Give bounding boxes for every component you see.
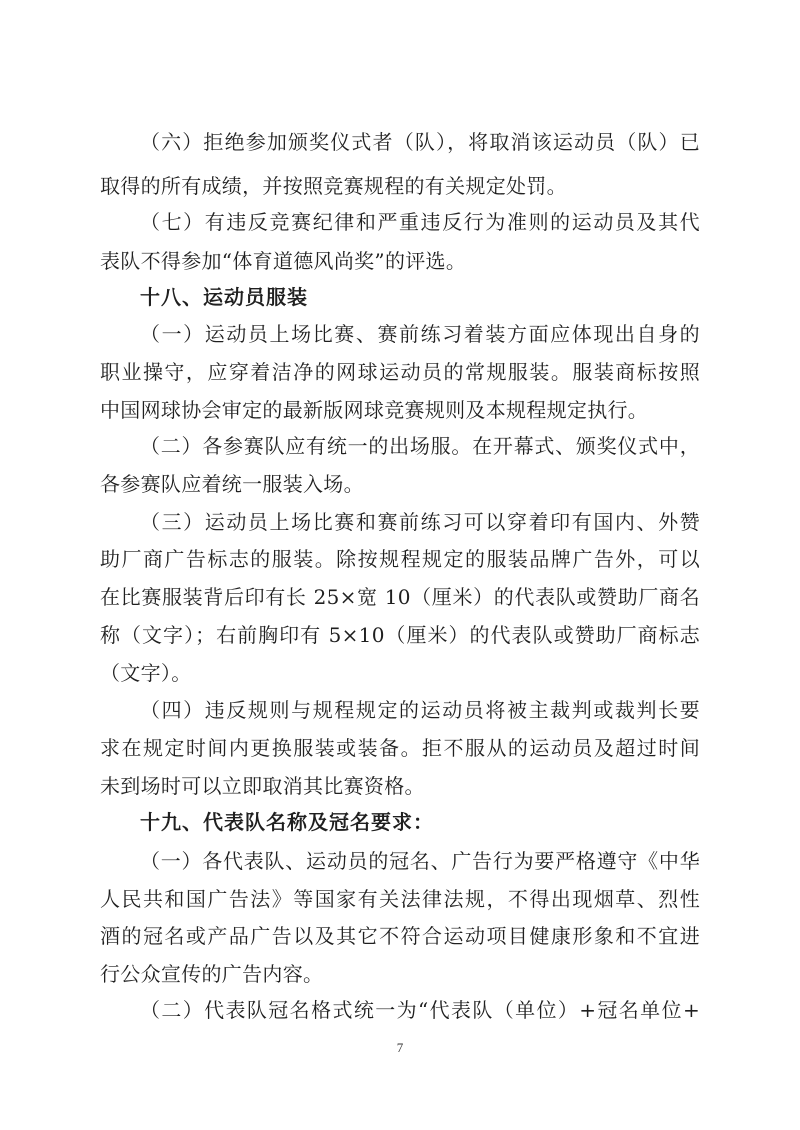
paragraph-line: 职业操守，应穿着洁净的网球运动员的常规服装。服装商标按照 [100,360,700,384]
section-heading: 十九、代表队名称及冠名要求： [140,810,434,834]
paragraph-line: （三）运动员上场比赛和赛前练习可以穿着印有国内、外赞 [140,510,700,534]
paragraph-line: （四）违反规则与规程规定的运动员将被主裁判或裁判长要 [140,698,700,722]
paragraph-line: 求在规定时间内更换服装或装备。拒不服从的运动员及超过时间 [100,736,700,760]
paragraph-line: （二）各参赛队应有统一的出场服。在开幕式、颁奖仪式中， [140,434,700,458]
paragraph-line: 助厂商广告标志的服装。除按规程规定的服装品牌广告外，可以 [100,547,700,571]
paragraph-line: （一）各代表队、运动员的冠名、广告行为要严格遵守《中华 [140,849,700,873]
paragraph-line: 表队不得参加“体育道德风尚奖”的评选。 [100,249,467,273]
paragraph-line: 酒的冠名或产品广告以及其它不符合运动项目健康形象和不宜进 [100,924,700,948]
paragraph-line: 各参赛队应着统一服装入场。 [100,472,364,496]
paragraph-line: （七）有违反竞赛纪律和严重违反行为准则的运动员及其代 [140,210,700,234]
paragraph-line: 人民共和国广告法》等国家有关法律法规，不得出现烟草、烈性 [100,887,700,911]
paragraph-line: 未到场时可以立即取消其比赛资格。 [100,774,425,798]
paragraph-line: 在比赛服装背后印有长 25×宽 10（厘米）的代表队或赞助厂商名 [100,585,700,609]
paragraph-line: 中国网球协会审定的最新版网球竞赛规则及本规程规定执行。 [100,398,649,422]
section-heading: 十八、运动员服装 [140,285,308,309]
paragraph-line: 行公众宣传的广告内容。 [100,962,324,986]
paragraph-line: （二）代表队冠名格式统一为“代表队（单位）+冠名单位+ [140,998,700,1022]
paragraph-line: （文字）。 [100,661,192,685]
page-number: 7 [396,1040,404,1055]
paragraph-line: （一）运动员上场比赛、赛前练习着装方面应体现出自身的 [140,322,700,346]
paragraph-line: 取得的所有成绩，并按照竞赛规程的有关规定处罚。 [100,174,567,198]
paragraph-line: （六）拒绝参加颁奖仪式者（队），将取消该运动员（队）已 [140,130,700,154]
paragraph-line: 称（文字）；右前胸印有 5×10（厘米）的代表队或赞助厂商标志 [100,623,700,647]
